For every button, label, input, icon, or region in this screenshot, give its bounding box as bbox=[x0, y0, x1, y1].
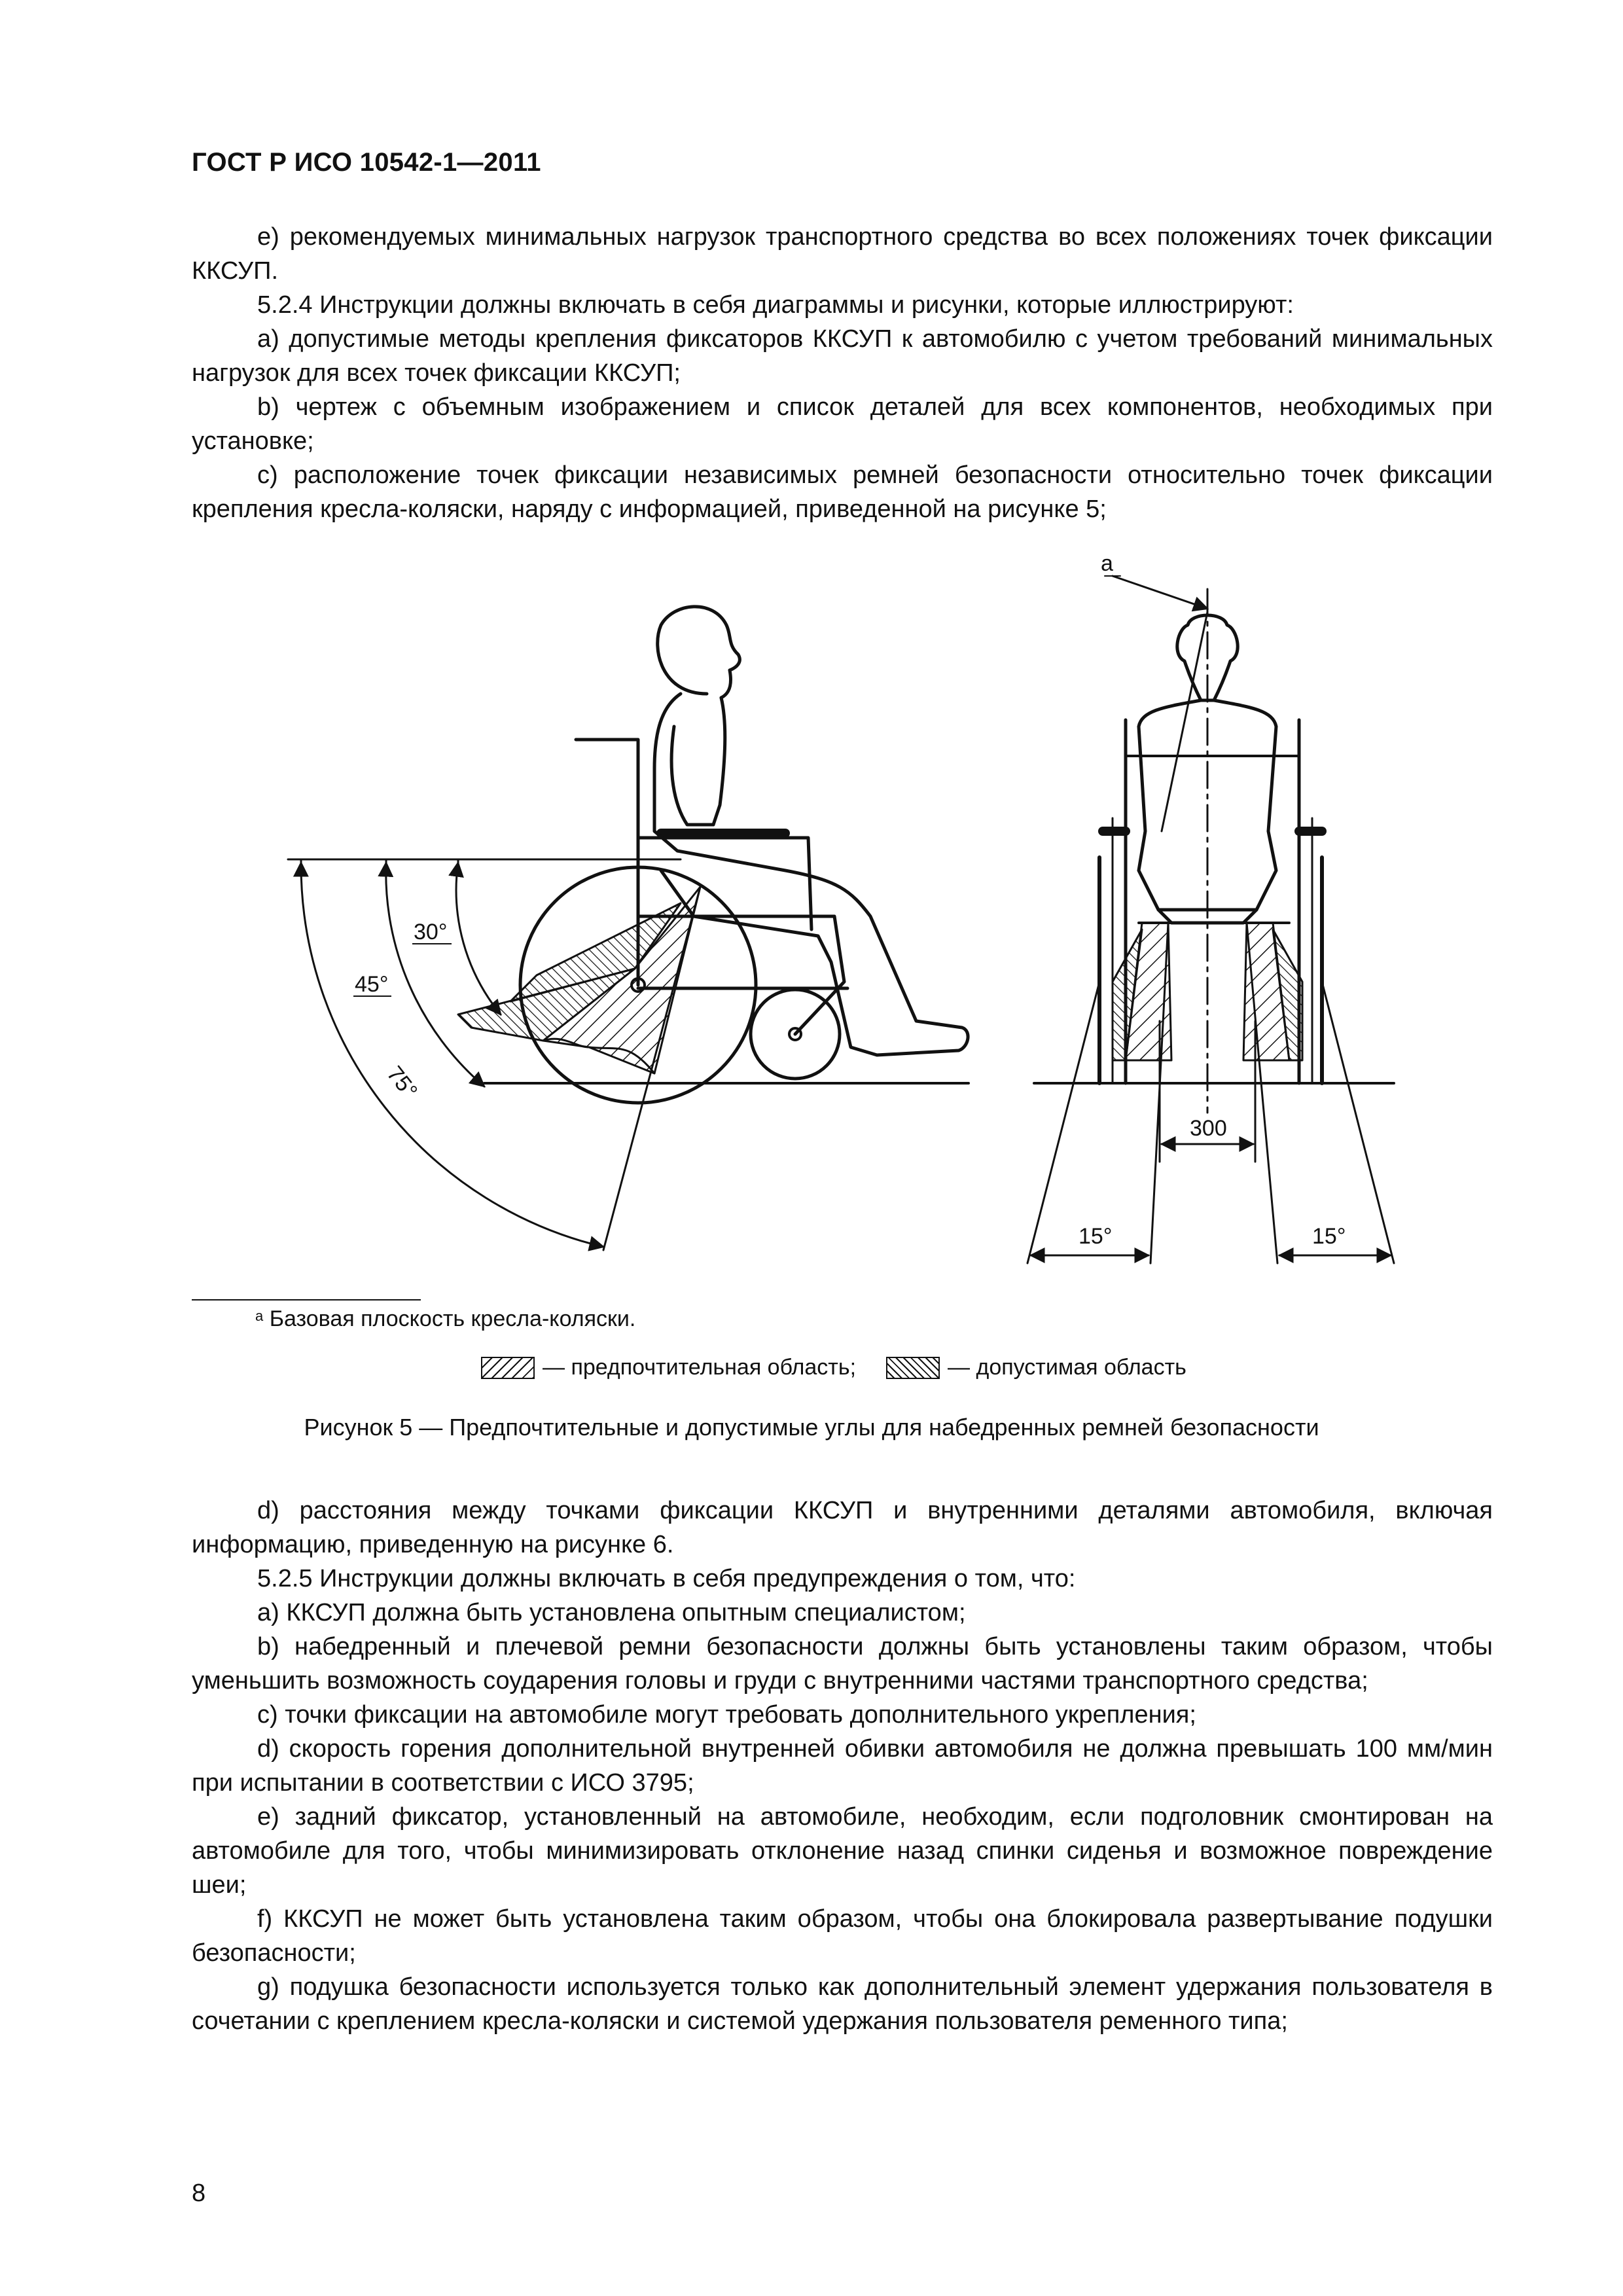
footnote-rule bbox=[192, 1299, 421, 1300]
front-view bbox=[1027, 576, 1394, 1263]
paragraph-e: е) рекомендуемых минимальных нагрузок транспортного средства во всех положениях точек фиксации ККСУП. bbox=[192, 223, 1493, 285]
warning-c: с) точки фиксации на автомобиле могут требовать дополнительного укрепления; bbox=[257, 1701, 1196, 1729]
paragraph-5-2-5: 5.2.5 Инструкции должны включать в себя предупреждения о том, что: bbox=[257, 1565, 1076, 1592]
figure-caption: Рисунок 5 — Предпочтительные и допустимые углы для набедренных ремней безопасности bbox=[304, 1414, 1319, 1441]
bottom-text-block bbox=[192, 1494, 1493, 2038]
person-body-side bbox=[654, 694, 968, 1055]
allowed-swatch bbox=[886, 1357, 940, 1379]
paragraph-5-2-4: 5.2.4 Инструкции должны включать в себя диаграммы и рисунки, которые иллюстрируют: bbox=[257, 291, 1294, 319]
footnote-marker: а bbox=[255, 1308, 264, 1324]
allowed-label: — допустимая область bbox=[948, 1355, 1186, 1380]
warning-b: b) набедренный и плечевой ремни безопасности должны быть установлены таким образом, чтобы уменьшить возможность соударения головы и груди с внутренними частями транспортного средства; bbox=[192, 1633, 1493, 1695]
document-header: ГОСТ Р ИСО 10542-1—2011 bbox=[192, 148, 541, 177]
side-view-labels bbox=[353, 920, 452, 1103]
angle-30-label: 30° bbox=[414, 920, 448, 944]
warning-g: g) подушка безопасности используется только как дополнительный элемент удержания пользователя в сочетании с креплением кресла-коляски и системой удержания пользователя ременного типа; bbox=[192, 1973, 1493, 2035]
paragraph-d: d) расстояния между точками фиксации ККСУП и внутренними деталями автомобиля, включая информацию, приведенную на рисунке 6. bbox=[192, 1497, 1493, 1558]
preferred-swatch bbox=[481, 1357, 535, 1379]
preferred-label: — предпочтительная область; bbox=[543, 1355, 857, 1380]
angle-15-right-label: 15° bbox=[1312, 1224, 1346, 1249]
warning-f: f) ККСУП не может быть установлена таким образом, чтобы она блокировала развертывание подушки безопасности; bbox=[192, 1905, 1493, 1967]
paragraph-a: а) допустимые методы крепления фиксаторов ККСУП к автомобилю с учетом требований минимальных нагрузок для всех точек фиксации ККСУП; bbox=[192, 325, 1493, 387]
angle-15-left-label: 15° bbox=[1079, 1224, 1113, 1249]
paragraph-b: b) чертеж с объемным изображением и список деталей для всех компонентов, необходимых при установке; bbox=[192, 393, 1493, 455]
arc-30 bbox=[456, 863, 501, 1014]
paragraph-c: с) расположение точек фиксации независимых ремней безопасности относительно точек фиксации крепления кресла-коляски, наряду с информацией, приведенной на рисунке 5; bbox=[192, 461, 1493, 523]
footnote bbox=[255, 1306, 635, 1332]
person-head-side bbox=[658, 607, 740, 698]
reference-marker: a bbox=[1101, 551, 1113, 576]
warning-d: d) скорость горения дополнительной внутренней обивки автомобиля не должна превышать 100 мм/мин при испытании в соответствии с ИСО 3795; bbox=[192, 1735, 1493, 1797]
arc-45 bbox=[386, 863, 484, 1086]
angle-45-label: 45° bbox=[355, 972, 389, 997]
angle-75-label: 75° bbox=[382, 1061, 423, 1103]
page-number: 8 bbox=[192, 2179, 206, 2207]
dimension-300-label: 300 bbox=[1190, 1116, 1227, 1141]
side-view bbox=[288, 607, 969, 1250]
figure-legend bbox=[481, 1355, 1186, 1380]
footnote-text: Базовая плоскость кресла-коляски. bbox=[269, 1306, 636, 1331]
warning-e: е) задний фиксатор, установленный на автомобиле, необходим, если подголовник смонтирован на автомобиле для того, чтобы минимизировать отклонение назад спинки сиденья и возможное повреждение шеи; bbox=[192, 1803, 1493, 1899]
warning-a: а) ККСУП должна быть установлена опытным специалистом; bbox=[257, 1599, 966, 1626]
